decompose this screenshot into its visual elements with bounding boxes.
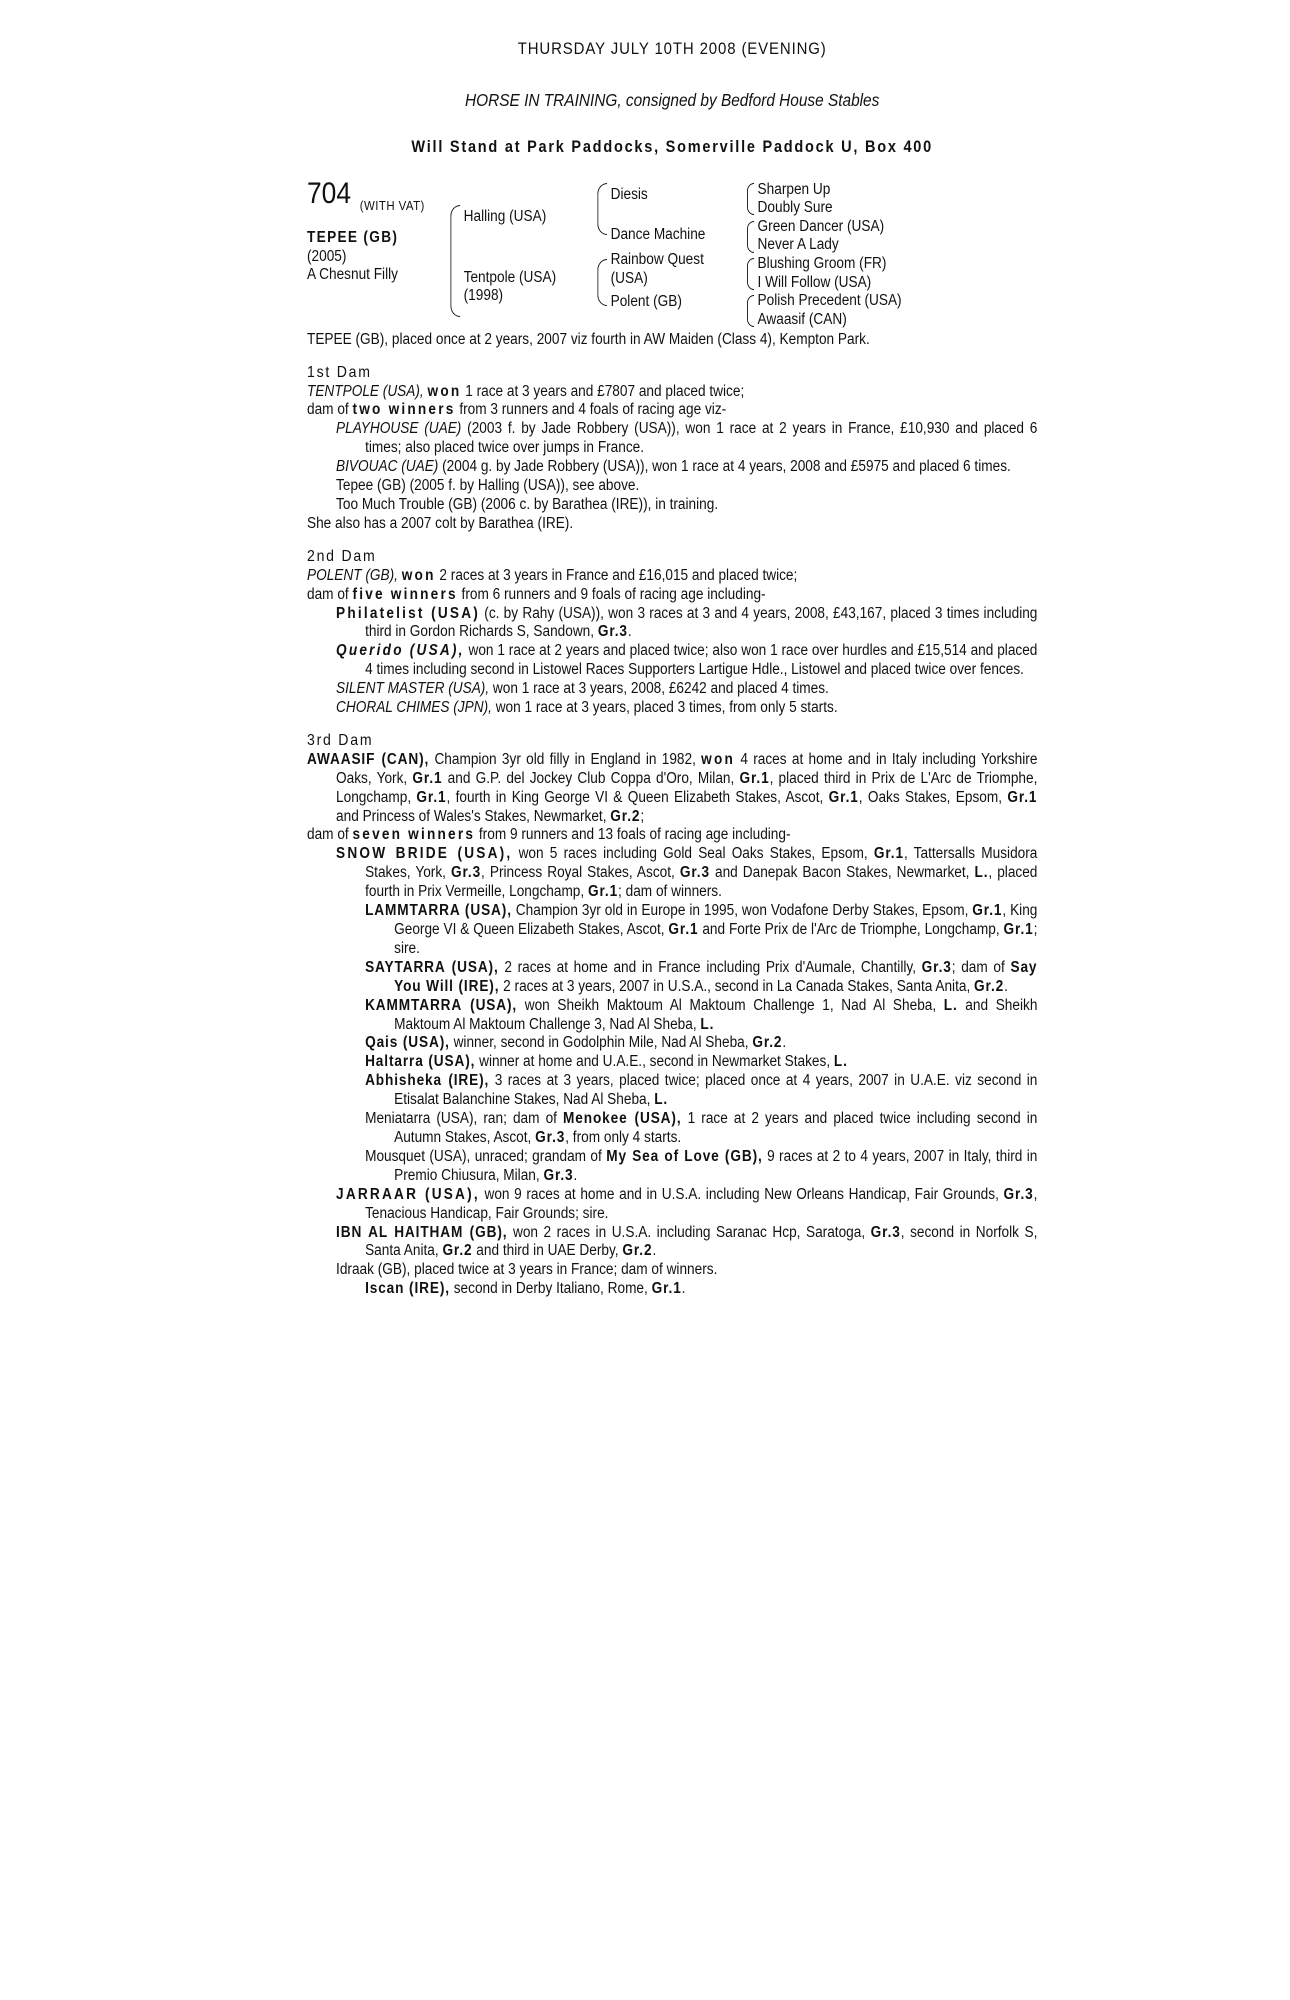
grade: Gr.3 — [921, 958, 952, 976]
grade: Gr.3 — [870, 1223, 901, 1241]
third-dam-name: AWAASIF (CAN), — [307, 750, 430, 768]
entry-name: CHORAL CHIMES (JPN), — [336, 699, 492, 717]
horse-name: TEPEE (GB) — [307, 228, 399, 246]
first-dam-winners: two winners — [352, 401, 456, 419]
gen3-2: Doubly Sure — [757, 198, 833, 216]
entry-name: Qais (USA), — [365, 1034, 450, 1052]
grade: Gr.1 — [972, 902, 1003, 920]
text: won 2 races in U.S.A. including Saranac Hcp, Saratoga, — [507, 1223, 871, 1241]
second-dam-produce-pre: dam of — [307, 585, 353, 603]
entry-name: IBN AL HAITHAM (GB), — [336, 1223, 508, 1241]
race-summary: TEPEE (GB), placed once at 2 years, 2007 viz fourth in AW Maiden (Class 4), Kempton Park. — [307, 330, 870, 348]
pedigree-brace-3d — [747, 295, 754, 327]
pedigree-brace-2a — [597, 183, 607, 235]
pedigree-brace-3b — [747, 221, 754, 253]
grade: Gr.3 — [679, 864, 710, 882]
grade: Gr.3 — [1003, 1185, 1034, 1203]
grade: Gr.1 — [1003, 921, 1034, 938]
second-dam-heading: 2nd Dam — [307, 547, 377, 565]
list-item — [307, 1148, 1037, 1186]
grade: Gr.2 — [622, 1242, 653, 1260]
entry-text: Tepee (GB) (2005 f. by Halling (USA)), see above. — [336, 477, 640, 495]
grade: Gr.2 — [752, 1034, 783, 1052]
won: won — [701, 750, 736, 768]
text: , placed third in Prix de L'Arc de Triomphe, Longchamp, — [336, 769, 1038, 806]
list-item: Philatelist (USA) (c. by Rahy (USA)), won 3 races at 3 and 4 years, 2008, £43,167, placed 3 times including third in Gordon Richards S, Sandown, Gr.3. — [336, 604, 1038, 641]
third-dam-winners: seven winners — [352, 826, 476, 844]
text: and Forte Prix de l'Arc de Triomphe, Longchamp, — [698, 921, 1004, 938]
third-dam-produce-pre: dam of — [307, 826, 353, 844]
third-dam-heading: 3rd Dam — [307, 731, 374, 749]
pedigree-brace-2b — [597, 259, 607, 306]
list-item — [307, 458, 1037, 477]
gen3-1: Sharpen Up — [757, 180, 831, 198]
text: Idraak (GB), placed twice at 3 years in France; dam of winners. — [336, 1261, 718, 1279]
text: 9 races at 2 to 4 years, 2007 in Italy, third in Premio Chiusura, Milan, — [394, 1147, 1038, 1184]
text: 4 races at home and in Italy including Yorkshire Oaks, York, — [336, 750, 1038, 787]
entry-name: SNOW BRIDE (USA), — [336, 845, 513, 863]
grade: Gr.2 — [610, 807, 641, 825]
entry-text: won 1 race at 3 years, 2008, £6242 and placed 4 times. — [489, 680, 829, 698]
sale-date: THURSDAY JULY 10TH 2008 (EVENING) — [517, 39, 827, 58]
grade: L. — [654, 1091, 669, 1109]
list-item — [307, 1053, 1037, 1072]
grade: Gr.1 — [873, 845, 904, 863]
grade: Gr.1 — [668, 921, 699, 938]
second-dam-won: won — [401, 566, 436, 584]
text: . — [782, 1034, 787, 1052]
pedigree-brace-3c — [747, 258, 754, 290]
text: winner at home and U.A.E., second in Newmarket Stakes, — [475, 1053, 834, 1071]
entry-text: Too Much Trouble (GB) (2006 c. by Barathea (IRE)), in training. — [336, 495, 719, 513]
gen3-3: Green Dancer (USA) — [757, 217, 885, 235]
text: 2 races at home and in France including Prix d'Aumale, Chantilly, — [498, 958, 922, 976]
dam-sire: Rainbow Quest — [610, 250, 704, 268]
text: , Oaks Stakes, Epsom, — [858, 788, 1008, 806]
list-item — [307, 1110, 1037, 1148]
list-item — [307, 1072, 1037, 1110]
vat-note: (WITH VAT) — [359, 197, 425, 213]
text: , fourth in King George VI & Queen Elizabeth Stakes, Ascot, — [446, 788, 829, 806]
first-dam-won: won — [427, 382, 462, 400]
dam: Tentpole (USA) — [463, 268, 557, 286]
text: ; sire. — [394, 921, 1038, 957]
horse-description: A Chesnut Filly — [307, 265, 398, 283]
list-item — [307, 1261, 1037, 1280]
list-item — [307, 1034, 1037, 1053]
grade: L. — [833, 1053, 848, 1071]
entry-name: Iscan (IRE), — [365, 1280, 450, 1298]
text: second in Derby Italiano, Rome, — [449, 1280, 652, 1298]
grade: Gr.3 — [535, 1128, 566, 1146]
text: and G.P. del Jockey Club Coppa d'Oro, Milan, — [442, 769, 740, 787]
first-dam-section — [307, 364, 1037, 534]
grade: Gr.3 — [597, 623, 628, 641]
catalogue-page — [307, 39, 1038, 1299]
grade: Gr.1 — [651, 1280, 682, 1298]
list-item — [307, 1280, 1037, 1299]
grade: Gr.2 — [442, 1242, 473, 1260]
list-item — [307, 902, 1037, 959]
text: . — [652, 1242, 657, 1260]
sire: Halling (USA) — [463, 207, 547, 225]
text: Meniatarra (USA), ran; dam of — [365, 1110, 564, 1128]
entry-name: KAMMTARRA (USA), — [365, 996, 518, 1014]
text: . — [681, 1280, 686, 1298]
entry-name: Say You Will (IRE), — [394, 958, 1038, 995]
third-dam-section — [307, 732, 1037, 1299]
text: won 5 races including Gold Seal Oaks Stakes, Epsom, — [512, 845, 874, 863]
entry-name: SILENT MASTER (USA), — [336, 680, 490, 698]
text: ; dam of — [951, 958, 1011, 976]
text: , second in Norfolk S, Santa Anita, — [365, 1223, 1038, 1260]
sire-sire: Diesis — [610, 185, 648, 203]
list-item — [307, 699, 1037, 718]
first-dam-produce-pre: dam of — [307, 401, 353, 419]
gen3-8: Awaasif (CAN) — [757, 310, 847, 328]
pedigree-brace-3a — [747, 183, 754, 215]
third-dam-record — [307, 751, 1037, 827]
text: . — [573, 1166, 578, 1184]
grade: Gr.1 — [1007, 788, 1038, 806]
text: won Sheikh Maktoum Al Maktoum Challenge 1, Nad Al Sheba, — [517, 996, 944, 1014]
entry-name: SAYTARRA (USA), — [365, 958, 499, 976]
stand-location: Will Stand at Park Paddocks, Somerville Paddock U, Box 400 — [411, 137, 933, 156]
list-item — [307, 477, 1037, 496]
text: and Sheikh Maktoum Al Maktoum Challenge 3, Nad Al Sheba, — [394, 996, 1038, 1033]
text: winner, second in Godolphin Mile, Nad Al Sheba, — [449, 1034, 753, 1052]
text: , Tenacious Handicap, Fair Grounds; sire. — [365, 1185, 1038, 1222]
entry-name: BIVOUAC (UAE) — [336, 458, 439, 476]
list-item — [307, 680, 1037, 699]
first-dam-name: TENTPOLE (USA), — [307, 382, 424, 400]
gen3-6: I Will Follow (USA) — [757, 273, 872, 291]
grade: Gr.1 — [828, 788, 859, 806]
text: won 9 races at home and in U.S.A. including New Orleans Handicap, Fair Grounds, — [479, 1185, 1004, 1203]
dam-dam: Polent (GB) — [610, 292, 682, 310]
list-item — [307, 959, 1037, 997]
entry-name: Menokee (USA), — [563, 1110, 682, 1128]
first-dam-footer: She also has a 2007 colt by Barathea (IRE). — [307, 514, 574, 532]
list-item — [307, 1224, 1037, 1262]
text: ; dam of winners. — [618, 883, 722, 901]
grade: Gr.3 — [450, 864, 482, 882]
entry-name: Querido (USA), — [336, 642, 465, 660]
pedigree-table — [307, 176, 1037, 331]
gen3-7: Polish Precedent (USA) — [757, 291, 902, 309]
text: , Princess Royal Stakes, Ascot, — [481, 864, 680, 882]
entry-name: PLAYHOUSE (UAE) — [336, 420, 462, 438]
dam-year: (1998) — [463, 286, 504, 304]
list-item — [307, 642, 1037, 680]
text: 3 races at 3 years, placed twice; placed once at 4 years, 2007 in U.A.E. viz second in Etisalat Balanchine Stakes, Nad Al Sheba, — [394, 1072, 1038, 1109]
second-dam-winners: five winners — [352, 585, 458, 603]
text: , Tattersalls Musidora Stakes, York, — [365, 845, 1038, 882]
entry-text: won 1 race at 2 years and placed twice; also won 1 race over hurdles and £15,514 and placed 4 times including second in Listowel Races Supporters Lartigue Hdle., Listowel and placed twice over fences. — [365, 642, 1038, 679]
second-dam-produce-post: from 6 runners and 9 foals of racing age including- — [457, 585, 766, 603]
lot-number: 704 — [307, 176, 352, 210]
entry-name: Abhisheka (IRE), — [365, 1072, 490, 1090]
list-item — [307, 420, 1037, 458]
grade: Gr.2 — [974, 977, 1005, 995]
text: Champion 3yr old in Europe in 1995, won Vodafone Derby Stakes, Epsom, — [511, 902, 973, 920]
entry-name: JARRAAR (USA), — [336, 1185, 480, 1203]
entry-text: (c. by Rahy (USA)), won 3 races at 3 and 4 years, 2008, £43,167, placed 3 times including third in Gordon Richards S, Sandown, — [365, 604, 1038, 641]
foaling-year: (2005) — [307, 247, 347, 265]
sire-dam: Dance Machine — [610, 225, 706, 243]
grade: Gr.3 — [543, 1166, 574, 1184]
gen3-4: Never A Lady — [757, 235, 839, 253]
third-dam-produce-post: from 9 runners and 13 foals of racing age including- — [475, 826, 791, 844]
text: and third in UAE Derby, — [472, 1242, 623, 1260]
grade: Gr.1 — [416, 788, 447, 806]
text: . — [1004, 977, 1008, 995]
text: and Princess of Wales's Stakes, Newmarket, — [336, 807, 611, 825]
text: , placed fourth in Prix Vermeille, Longchamp, — [365, 864, 1038, 901]
entry-name: Haltarra (USA), — [365, 1053, 476, 1071]
entry-name: My Sea of Love (GB), — [606, 1147, 763, 1165]
list-item — [307, 845, 1037, 902]
grade: L. — [974, 864, 989, 882]
first-dam-record: 1 race at 3 years and £7807 and placed twice; — [461, 382, 745, 400]
entry-text: won 1 race at 3 years, placed 3 times, from only 5 starts. — [491, 699, 838, 717]
second-dam-record: 2 races at 3 years in France and £16,015 and placed twice; — [435, 566, 798, 584]
dam-sire-country: (USA) — [610, 269, 648, 287]
text: , King George VI & Queen Elizabeth Stakes, Ascot, — [394, 902, 1038, 938]
text: Mousquet (USA), unraced; grandam of — [365, 1147, 607, 1165]
first-dam-produce-post: from 3 runners and 4 foals of racing age viz- — [455, 401, 727, 419]
grade: Gr.1 — [412, 769, 443, 787]
grade: Gr.1 — [739, 769, 770, 787]
grade: L. — [700, 1015, 715, 1033]
list-item — [307, 1186, 1037, 1224]
first-dam-heading: 1st Dam — [307, 363, 372, 381]
second-dam-name: POLENT (GB), — [307, 566, 398, 584]
grade: Gr.1 — [587, 883, 619, 901]
list-item — [307, 997, 1037, 1035]
entry-text: (2004 g. by Jade Robbery (USA)), won 1 race at 4 years, 2008 and £5975 and placed 6 times. — [438, 458, 1011, 476]
gen3-5: Blushing Groom (FR) — [757, 254, 887, 272]
text: , from only 4 starts. — [565, 1128, 682, 1146]
text: ; — [640, 807, 645, 825]
pedigree-brace-1 — [450, 205, 460, 317]
text: and Danepak Bacon Stakes, Newmarket, — [709, 864, 975, 882]
text: Champion 3yr old filly in England in 1982, — [429, 750, 702, 768]
consignment-line: HORSE IN TRAINING, consigned by Bedford House Stables — [465, 89, 880, 110]
entry-name: Philatelist (USA) — [336, 604, 481, 622]
entry-name: LAMMTARRA (USA), — [365, 902, 512, 920]
text: 2 races at 3 years, 2007 in U.S.A., second in La Canada Stakes, Santa Anita, — [499, 977, 975, 995]
entry-text: (2003 f. by Jade Robbery (USA)), won 1 race at 2 years in France, £10,930 and placed 6 times; also placed twice over jumps in France. — [365, 420, 1038, 457]
grade: L. — [943, 996, 958, 1014]
catalogue-sheet — [307, 40, 1037, 1299]
text: 1 race at 2 years and placed twice including second in Autumn Stakes, Ascot, — [394, 1110, 1038, 1146]
list-item — [307, 496, 1037, 515]
second-dam-section — [307, 548, 1037, 718]
